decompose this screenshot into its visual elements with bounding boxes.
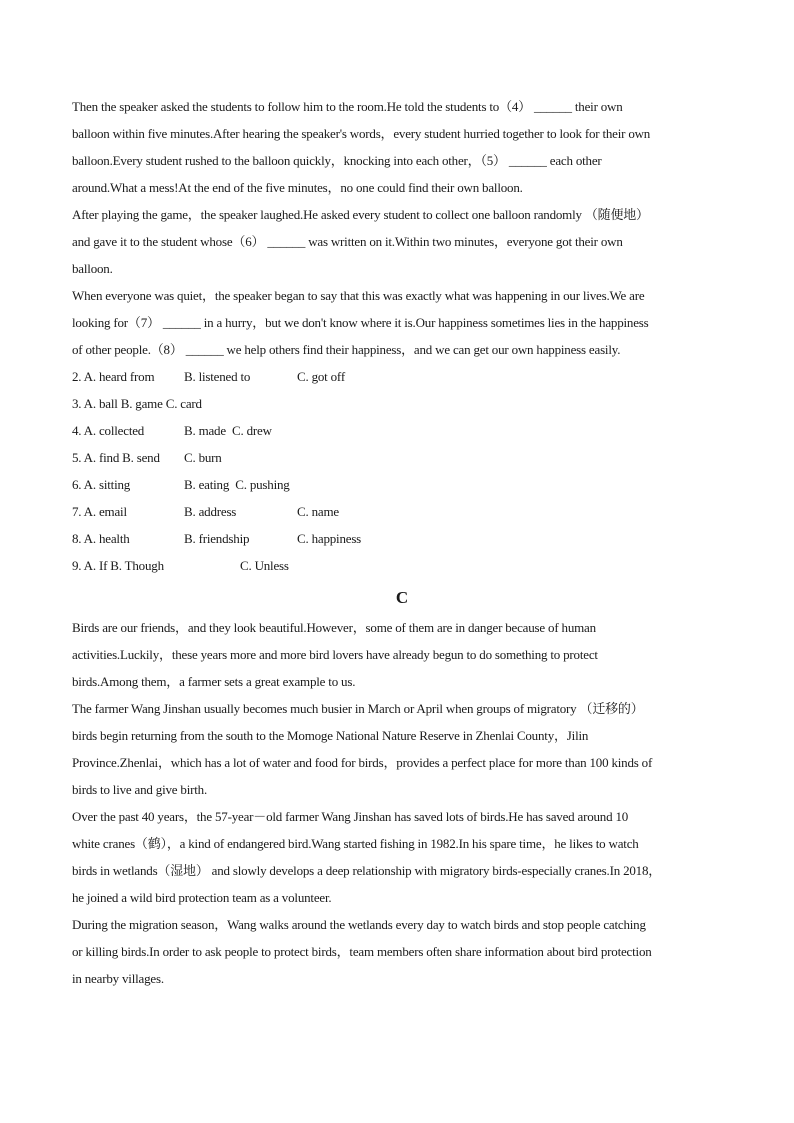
passage-line: Over the past 40 years，the 57-year－old farmer Wang Jinshan has saved lots of birds.He has saved around 10	[72, 809, 629, 824]
option-c: C. Unless	[240, 558, 289, 573]
passage-line: After playing the game，the speaker laughed.He asked every student to collect one balloon randomly （随便地）	[72, 207, 649, 222]
question-item	[72, 363, 732, 390]
passage-line: Province.Zhenlai，which has a lot of water and food for birds，provides a perfect place for more than 100 kinds of	[72, 755, 653, 770]
passage-line: and gave it to the student whose（6） ______ was written on it.Within two minutes，everyone got their own	[72, 234, 623, 249]
passage-line: of other people.（8） ______ we help others find their happiness，and we can get our own happiness easily.	[72, 342, 621, 357]
question-number: 3. A.	[72, 396, 96, 411]
passage-line: birds in wetlands（湿地） and slowly develops a deep relationship with migratory birds-especially cranes.In 2018，	[72, 863, 662, 878]
option-a: heard from	[98, 369, 155, 384]
option-b: B. friendship	[184, 531, 250, 546]
passage-line: looking for（7） ______ in a hurry，but we don't know where it is.Our happiness sometimes lies in the happiness	[72, 315, 649, 330]
passage-line: The farmer Wang Jinshan usually becomes much busier in March or April when groups of migratory （迁移的）	[72, 701, 644, 716]
passage-line: birds to live and give birth.	[72, 782, 208, 797]
question-number: 9. A.	[72, 558, 96, 573]
passage-line: activities.Luckily，these years more and more bird lovers have already begun to do something to protect	[72, 647, 598, 662]
question-item	[72, 525, 732, 552]
option-a: collected	[98, 423, 145, 438]
question-item	[72, 552, 732, 579]
passage-line: birds begin returning from the south to the Momoge National Nature Reserve in Zhenlai County，Jilin	[72, 728, 589, 743]
option-a: sitting	[98, 477, 131, 492]
question-number: 8. A.	[72, 531, 96, 546]
passage-line: Then the speaker asked the students to follow him to the room.He told the students to（4） ______ their own	[72, 99, 623, 114]
question-number: 4. A.	[72, 423, 96, 438]
passage-line: birds.Among them，a farmer sets a great example to us.	[72, 674, 356, 689]
option-b: B. eating	[184, 477, 230, 492]
question-item	[72, 390, 732, 417]
passage-line: balloon within five minutes.After hearing the speaker's words，every student hurried together to look for their own	[72, 126, 651, 141]
section-heading: C	[395, 588, 409, 607]
option-c: C. drew	[232, 423, 272, 438]
option-b: B. listened to	[184, 369, 251, 384]
passage-line: When everyone was quiet，the speaker began to say that this was exactly what was happening in our lives.We are	[72, 288, 645, 303]
option-c: C. happiness	[297, 531, 362, 546]
option-b: B. made	[184, 423, 226, 438]
option-a: find B. send	[98, 450, 160, 465]
question-item	[72, 417, 732, 444]
passage-line: During the migration season，Wang walks around the wetlands every day to watch birds and stop people catching	[72, 917, 646, 932]
passage-c	[72, 614, 732, 992]
passage-line: balloon.	[72, 261, 113, 276]
option-c: C. got off	[297, 369, 345, 384]
option-a: health	[98, 531, 130, 546]
option-c: C. name	[297, 504, 339, 519]
passage-line: white cranes（鹤），a kind of endangered bird.Wang started fishing in 1982.In his spare time，he likes to watch	[72, 836, 639, 851]
question-item	[72, 471, 732, 498]
passage-line: around.What a mess!At the end of the five minutes，no one could find their own balloon.	[72, 180, 523, 195]
question-number: 6. A.	[72, 477, 96, 492]
question-number: 7. A.	[72, 504, 96, 519]
passage-line: he joined a wild bird protection team as a volunteer.	[72, 890, 332, 905]
passage-b	[72, 93, 732, 363]
question-number: 2. A.	[72, 369, 96, 384]
passage-line: in nearby villages.	[72, 971, 164, 986]
question-item	[72, 498, 732, 525]
passage-line: Birds are our friends，and they look beautiful.However，some of them are in danger because of human	[72, 620, 596, 635]
question-number: 5. A.	[72, 450, 96, 465]
option-c: C. card	[165, 396, 202, 411]
option-a: If B. Though	[98, 558, 164, 573]
passage-line: balloon.Every student rushed to the balloon quickly，knocking into each other，（5） ______ each other	[72, 153, 602, 168]
option-b: B. address	[184, 504, 237, 519]
option-a: ball B. game	[98, 396, 163, 411]
option-c: C. burn	[184, 450, 222, 465]
option-a: email	[98, 504, 127, 519]
question-list	[72, 363, 732, 579]
document-page	[72, 93, 732, 992]
option-c: C. pushing	[235, 477, 290, 492]
passage-line: or killing birds.In order to ask people to protect birds，team members often share information about bird protection	[72, 944, 652, 959]
question-item	[72, 444, 732, 471]
